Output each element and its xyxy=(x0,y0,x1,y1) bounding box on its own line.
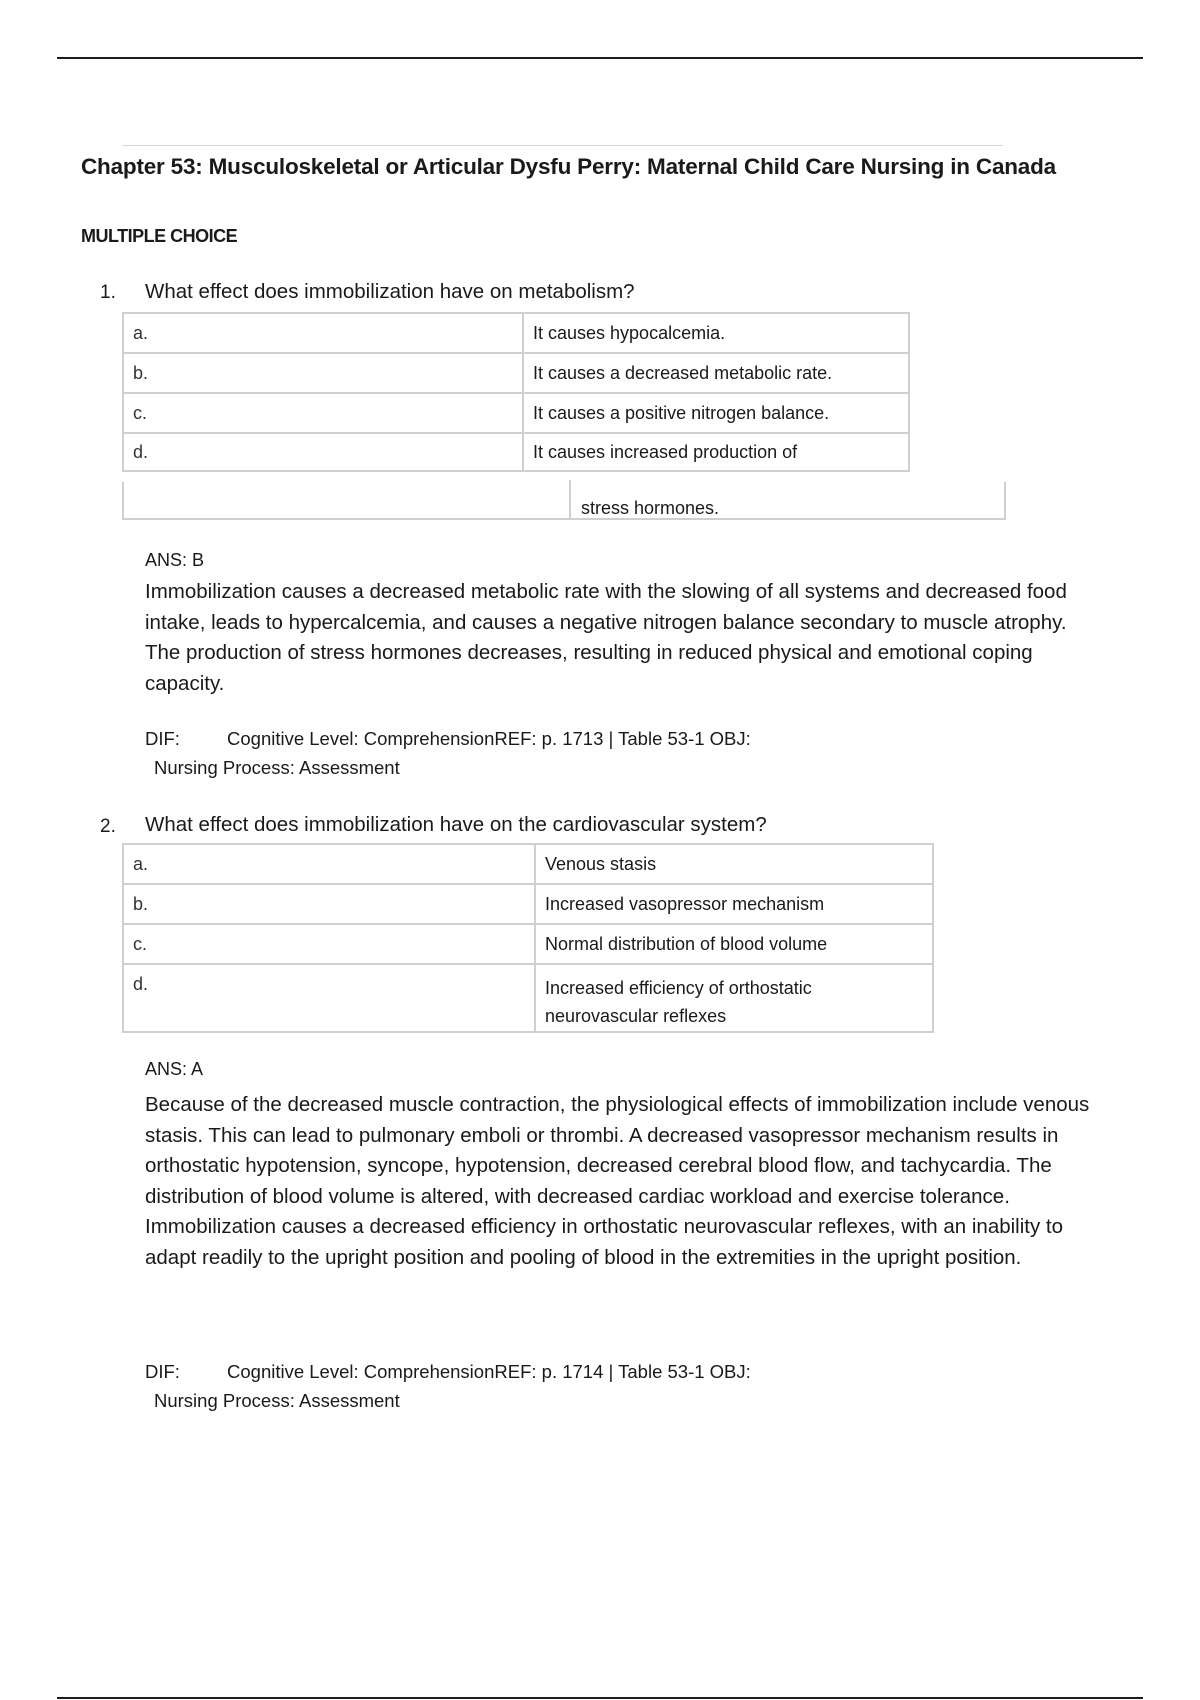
choice-letter: a. xyxy=(123,313,523,353)
choice-row xyxy=(123,313,909,353)
choice-letter: c. xyxy=(123,924,535,964)
choice-row xyxy=(123,844,933,884)
choice-row xyxy=(123,393,909,433)
section-heading: MULTIPLE CHOICE xyxy=(81,226,238,246)
choice-text: Increased efficiency of orthostatic neurovascular reflexes xyxy=(535,964,933,1032)
choice-letter: a. xyxy=(123,844,535,884)
choice-letter: b. xyxy=(123,353,523,393)
title-rule xyxy=(123,145,1003,146)
choice-letter: d. xyxy=(123,433,523,471)
choice-row xyxy=(123,884,933,924)
dif-text: Cognitive Level: ComprehensionREF: p. 1714 | Table 53-1 OBJ: xyxy=(227,1361,751,1382)
choice-row xyxy=(123,924,933,964)
dif-text: Cognitive Level: ComprehensionREF: p. 1713 | Table 53-1 OBJ: xyxy=(227,728,751,749)
choice-text: It causes a positive nitrogen balance. xyxy=(523,393,909,433)
dif-label: DIF: xyxy=(145,1361,180,1382)
dif-label: DIF: xyxy=(145,728,180,749)
question-2-text: What effect does immobilization have on the cardiovascular system? xyxy=(145,813,767,836)
rationale-paragraph: Immobilization causes a decreased metabolic rate with the slowing of all systems and decreased food intake, leads to hypercalcemia, and causes a negative nitrogen balance secondary to muscle atrophy. The production of stress hormones decreases, resulting in reduced physical and emotional coping capacity. xyxy=(145,580,1067,695)
question-2-rationale xyxy=(145,1090,1105,1273)
question-1-dif xyxy=(145,724,751,782)
choice-text: Venous stasis xyxy=(535,844,933,884)
choice-row xyxy=(123,433,909,471)
choice-continuation-text: stress hormones. xyxy=(581,498,720,518)
choice-continuation-box xyxy=(122,482,1006,520)
page-title: Chapter 53: Musculoskeletal or Articular Dysfu Perry: Maternal Child Care Nursing in Canada xyxy=(81,154,1056,179)
choice-text: It causes increased production of xyxy=(523,433,909,471)
question-1-rationale xyxy=(145,577,1105,699)
choice-row xyxy=(123,964,933,1032)
question-2-number: 2. xyxy=(100,816,116,837)
choice-text: Increased vasopressor mechanism xyxy=(535,884,933,924)
top-rule xyxy=(57,57,1143,59)
rationale-paragraph: Because of the decreased muscle contraction, the physiological effects of immobilization include venous stasis. This can lead to pulmonary emboli or thrombi. A decreased vasopressor mechanism results in orthostatic hypotension, syncope, hypotension, decreased cerebral blood flow, and tachycardia. The distribution of blood volume is altered, with decreased cardiac workload and exercise tolerance. xyxy=(145,1093,1090,1208)
choice-letter: c. xyxy=(123,393,523,433)
dif-line-2: Nursing Process: Assessment xyxy=(154,757,400,778)
dif-line-2: Nursing Process: Assessment xyxy=(154,1390,400,1411)
choice-text: It causes a decreased metabolic rate. xyxy=(523,353,909,393)
rationale-paragraph: Immobilization causes a decreased efficiency in orthostatic neurovascular reflexes, with an inability to adapt readily to the upright position and pooling of blood in the extremities in the upright position. xyxy=(145,1215,1064,1269)
choice-text: It causes hypocalcemia. xyxy=(523,313,909,353)
question-1-text: What effect does immobilization have on metabolism? xyxy=(145,280,635,303)
question-1-answer: ANS: B xyxy=(145,550,205,570)
choice-letter: d. xyxy=(123,964,535,1032)
choice-letter: b. xyxy=(123,884,535,924)
question-2-choices xyxy=(122,843,934,1033)
question-2-answer: ANS: A xyxy=(145,1059,204,1079)
choice-text: Normal distribution of blood volume xyxy=(535,924,933,964)
question-1-choices xyxy=(122,312,910,472)
question-2-dif xyxy=(145,1357,751,1415)
choice-row xyxy=(123,353,909,393)
question-1-number: 1. xyxy=(100,282,116,303)
bottom-rule xyxy=(57,1697,1143,1699)
